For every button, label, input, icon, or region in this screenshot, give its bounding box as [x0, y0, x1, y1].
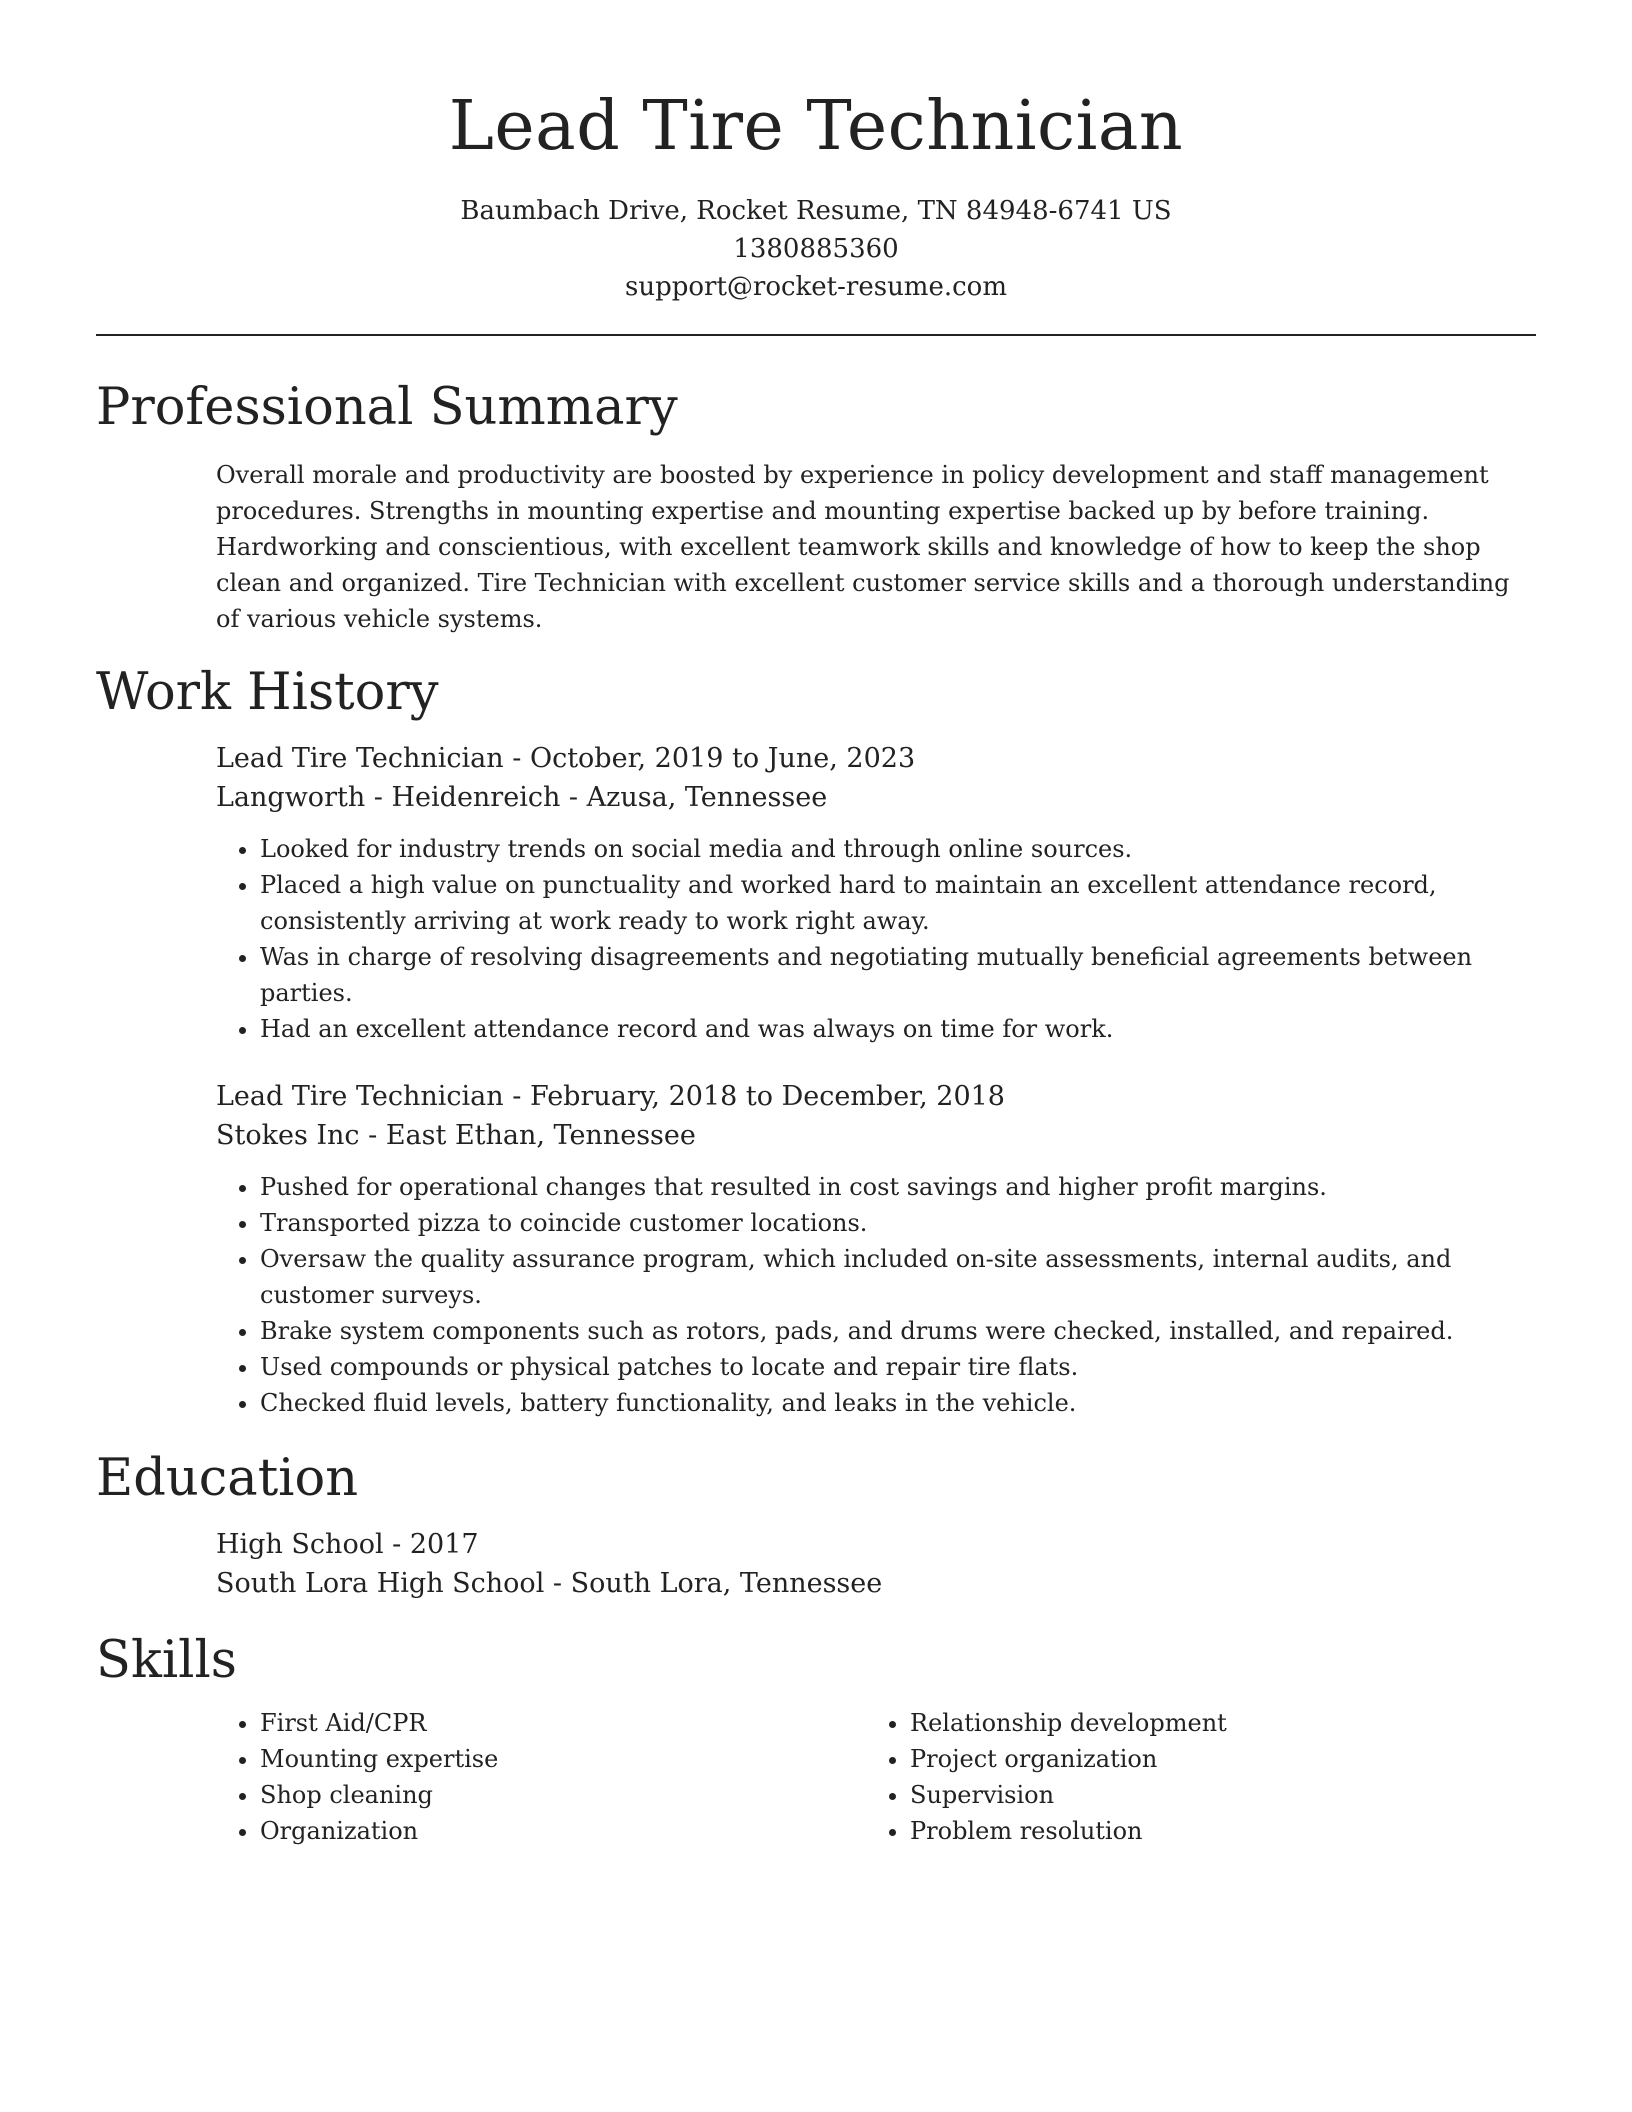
job-company-line — [216, 778, 1536, 817]
job-entry — [96, 739, 1536, 1047]
list-item: • Used compounds or physical patches to locate and repair tire flats. — [260, 1349, 1536, 1385]
list-item: • Oversaw the quality assurance program, which included on-site assessments, internal audits, and customer surveys. — [260, 1241, 1536, 1313]
skill-item: • Shop cleaning — [260, 1777, 866, 1813]
job-company: Langworth - Heidenreich — [216, 782, 561, 813]
skill-item: • Relationship development — [910, 1705, 1516, 1741]
work-history-section — [96, 661, 1536, 1421]
job-title-line — [216, 1077, 1536, 1116]
list-item: • Checked fluid levels, battery functionality, and leaks in the vehicle. — [260, 1385, 1536, 1421]
skill-item: • Project organization — [910, 1741, 1516, 1777]
summary-section — [96, 376, 1536, 637]
email: support@rocket-resume.com — [624, 272, 1007, 302]
list-item: • Looked for industry trends on social media and through online sources. — [260, 831, 1536, 867]
job-title-line — [216, 739, 1536, 778]
skills-columns — [96, 1705, 1536, 1849]
job-duties-list — [216, 831, 1536, 1047]
resume-header — [96, 0, 1536, 306]
skill-item: • Supervision — [910, 1777, 1516, 1813]
job-role: Lead Tire Technician — [216, 1081, 504, 1112]
skills-column-left — [216, 1705, 866, 1849]
resume-page — [96, 0, 1536, 1849]
education-school: South Lora High School — [216, 1568, 545, 1599]
list-item: • Brake system components such as rotors, pads, and drums were checked, installed, and repaired. — [260, 1313, 1536, 1349]
skills-title: Skills — [96, 1631, 237, 1690]
education-school-line — [216, 1564, 1536, 1603]
header-divider — [96, 334, 1536, 336]
contact-info — [96, 192, 1536, 306]
job-location: - Azusa, Tennessee — [560, 782, 828, 813]
education-year: - 2017 — [383, 1529, 479, 1560]
education-title: Education — [96, 1449, 359, 1508]
skills-list-right — [866, 1705, 1516, 1849]
job-company: Stokes Inc — [216, 1120, 360, 1151]
work-history-title: Work History — [96, 663, 439, 722]
job-location: - East Ethan, Tennessee — [359, 1120, 696, 1151]
job-company-line — [216, 1116, 1536, 1155]
job-dates: - October, 2019 to June, 2023 — [503, 743, 916, 774]
address: Baumbach Drive, Rocket Resume, TN 84948-6741 US — [460, 196, 1172, 226]
job-entry — [96, 1077, 1536, 1421]
phone: 1380885360 — [733, 234, 899, 264]
list-item: • Placed a high value on punctuality and worked hard to maintain an excellent attendance record, consistently arriving at work ready to work right away. — [260, 867, 1536, 939]
education-degree: High School — [216, 1529, 384, 1560]
candidate-name: Lead Tire Technician — [448, 87, 1184, 166]
job-duties-list — [216, 1169, 1536, 1421]
skills-column-right — [866, 1705, 1516, 1849]
list-item: • Had an excellent attendance record and was always on time for work. — [260, 1011, 1536, 1047]
skills-section — [96, 1629, 1536, 1849]
summary-title: Professional Summary — [96, 378, 678, 437]
skills-list-left — [216, 1705, 866, 1849]
education-section — [96, 1447, 1536, 1603]
skill-item: • Organization — [260, 1813, 866, 1849]
education-degree-line — [216, 1525, 1536, 1564]
education-location: - South Lora, Tennessee — [544, 1568, 883, 1599]
job-role: Lead Tire Technician — [216, 743, 504, 774]
list-item: • Pushed for operational changes that resulted in cost savings and higher profit margins. — [260, 1169, 1536, 1205]
job-dates: - February, 2018 to December, 2018 — [503, 1081, 1005, 1112]
summary-text: Overall morale and productivity are boosted by experience in policy development and staff management procedures. Strengths in mounting expertise and mounting expertise backed up by before training. Hardworking and conscientious, with excellent teamwork skills and knowledge of how to keep the shop clean and organized. Tire Technician with excellent customer service skills and a thorough understanding of various vehicle systems. — [216, 461, 1510, 633]
skill-item: • First Aid/CPR — [260, 1705, 866, 1741]
list-item: • Transported pizza to coincide customer locations. — [260, 1205, 1536, 1241]
skill-item: • Problem resolution — [910, 1813, 1516, 1849]
list-item: • Was in charge of resolving disagreements and negotiating mutually beneficial agreements between parties. — [260, 939, 1536, 1011]
skill-item: • Mounting expertise — [260, 1741, 866, 1777]
